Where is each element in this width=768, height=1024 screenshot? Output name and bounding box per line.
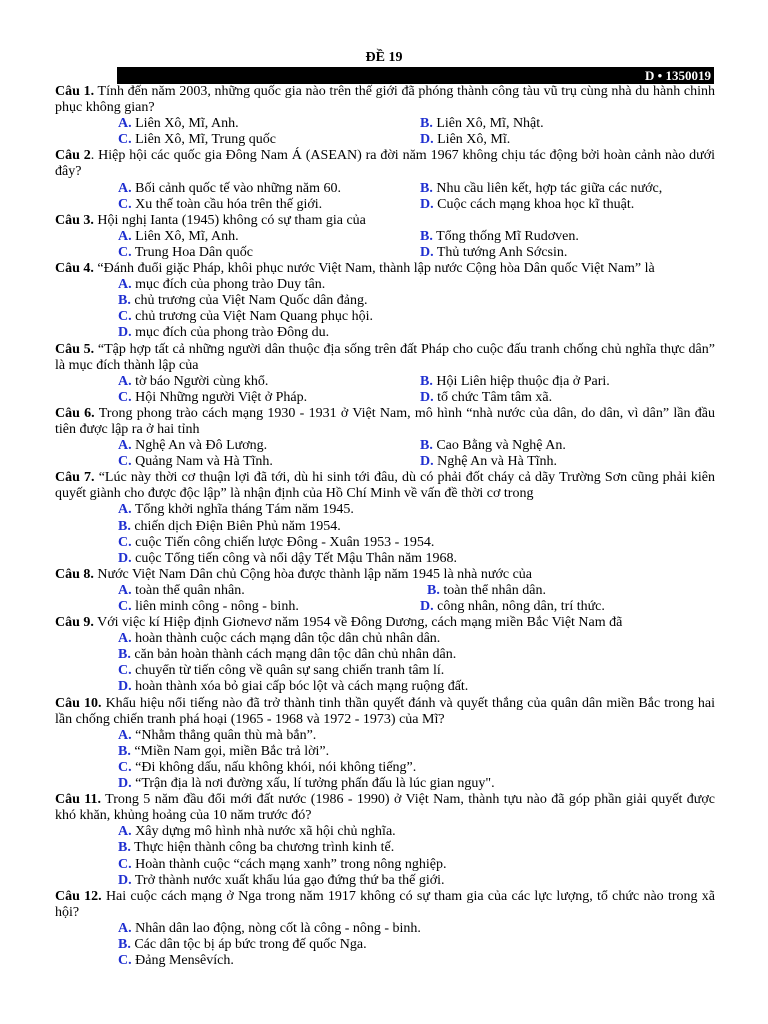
exam-code: D • 1350019 [645,68,711,83]
option-letter: D. [420,454,434,470]
option-d[interactable] [420,132,715,148]
option-c[interactable] [55,390,420,406]
question-number: Câu 7. [55,470,95,486]
option-c[interactable] [55,197,420,213]
option-text: công nhân, nông dân, trí thức. [433,599,605,614]
option-letter: B. [118,293,131,309]
option-text: Hội Liên hiệp thuộc địa ở Pari. [432,373,610,389]
option-letter: D. [118,679,132,695]
option-letter: B. [427,582,440,598]
option-letter: A. [118,727,132,743]
option-letter: C. [118,534,132,550]
question-4 [55,261,715,277]
option-b[interactable] [55,744,715,760]
question-number: Câu 12. [55,888,102,904]
option-row [55,132,715,148]
option-text: Hội Những người Việt ở Pháp. [131,389,308,405]
option-b[interactable] [420,438,715,454]
option-letter: A. [118,631,132,647]
question-number: Câu 3. [55,212,94,228]
option-letter: C. [118,196,132,212]
question-text: Tính đến năm 2003, những quốc gia nào trên thế giới đã phóng thành công tàu vũ trụ cùng nhà du hành chinh phục không gian? [55,84,715,116]
option-letter: A. [118,373,132,389]
option-letter: A. [118,582,132,598]
option-row [55,583,715,599]
option-text: hoàn thành cuộc cách mạng dân tộc dân chủ nhân dân. [131,631,441,647]
option-text: Liên Xô, Mĩ, Nhật. [432,116,544,132]
question-7 [55,470,715,502]
option-letter: C. [118,663,132,679]
option-letter: D. [420,196,434,212]
question-text: “Đánh đuổi giặc Pháp, khôi phục nước Việt Nam, thành lập nước Cộng hòa Dân quốc Việt Nam” là [93,261,655,277]
option-letter: D. [118,872,132,888]
option-d[interactable] [55,776,715,792]
exam-code-bar [117,67,714,84]
option-c[interactable] [55,953,715,969]
option-letter: A. [118,180,132,196]
question-number: Câu 6. [55,405,95,421]
option-b[interactable] [55,647,715,663]
option-letter: B. [420,373,433,389]
option-letter: B. [118,743,131,759]
option-b[interactable] [420,116,715,132]
option-text: Xu thế toàn cầu hóa trên thế giới. [131,196,323,212]
option-text: “Đi không dấu, nấu không khói, nói không tiếng”. [131,759,417,775]
option-letter: A. [118,824,132,840]
option-b[interactable] [55,937,715,953]
option-letter: C. [118,454,132,470]
option-b[interactable] [420,374,715,390]
question-number: Câu 11. [55,792,102,808]
question-text: Hội nghị Ianta (1945) không có sự tham gia của [93,212,366,228]
option-a[interactable] [55,181,420,197]
option-letter: A. [118,920,132,936]
option-row [55,438,715,454]
option-letter: B. [420,438,433,454]
option-d[interactable] [420,454,715,470]
option-text: liên minh công - nông - binh. [131,599,299,614]
question-text: “Lúc này thời cơ thuận lợi đã tới, dù hi sinh tới đâu, dù có phải đốt cháy cả dãy Trường Sơn cũng phải kiên quyết giành cho được độc lập” là nhận định của Hồ Chí Minh về vấn đề thời cơ trong [55,470,715,502]
option-text: tổ chức Tâm tâm xã. [433,389,553,405]
option-text: mục đích của phong trào Duy tân. [131,277,326,293]
option-c[interactable] [55,663,715,679]
option-letter: B. [420,228,433,244]
question-list [55,84,715,969]
option-a[interactable] [55,728,715,744]
question-5 [55,342,715,374]
question-3 [55,213,715,229]
question-text: Hai cuộc cách mạng ở Nga trong năm 1917 không có sự tham gia của các lực lượng, tổ chức nào trong xã hội? [55,888,715,920]
question-number: Câu 4. [55,261,94,277]
option-letter: C. [118,759,132,775]
question-text: Với việc kí Hiệp định Giơnevơ năm 1954 về Đông Dương, cách mạng miền Bắc Việt Nam đã [93,615,623,631]
option-text: Cao Bằng và Nghệ An. [432,438,566,454]
question-text: Trong 5 năm đầu đổi mới đất nước (1986 - 1990) ở Việt Nam, thành tựu nào đã góp phần giải quyết được khó khăn, khủng hoảng của 10 năm trước đó? [55,792,715,824]
option-letter: B. [118,840,131,856]
option-letter: C. [118,953,132,969]
option-text: Bối cảnh quốc tế vào những năm 60. [131,180,342,196]
option-b[interactable] [420,583,715,599]
option-d[interactable] [55,325,715,341]
option-text: Hoàn thành cuộc “cách mạng xanh” trong nông nghiệp. [131,856,447,872]
option-b[interactable] [55,293,715,309]
option-a[interactable] [55,438,420,454]
option-text: chủ trương của Việt Nam Quang phục hội. [131,309,373,325]
option-text: Thủ tướng Anh Sớcsin. [433,244,568,260]
option-text: Liên Xô, Mĩ, Trung quốc [131,132,276,148]
option-row [55,197,715,213]
option-d[interactable] [55,873,715,889]
option-letter: C. [118,309,132,325]
option-letter: B. [118,647,131,663]
option-text: “Miền Nam gọi, miền Bắc trả lời”. [130,743,330,759]
question-number: Câu 2 [55,148,91,164]
question-9 [55,615,715,631]
option-text: toàn thể quân nhân. [131,582,245,598]
option-letter: C. [118,389,132,405]
option-text: tờ báo Người cùng khổ. [131,373,269,389]
option-text: Nghệ An và Đô Lương. [131,438,268,454]
question-12 [55,889,715,921]
question-8 [55,567,715,583]
option-row [55,229,715,245]
question-text: Trong phong trào cách mạng 1930 - 1931 ở Việt Nam, mô hình “nhà nước của dân, do dân, vì dân” lần đầu tiên được lập ra ở hai tỉnh [55,405,715,437]
option-d[interactable] [55,551,715,567]
option-letter: D. [420,244,434,260]
option-letter: A. [118,116,132,132]
option-a[interactable] [55,116,420,132]
option-text: Liên Xô, Mĩ. [433,132,511,148]
option-text: Xây dựng mô hình nhà nước xã hội chủ nghĩa. [131,824,396,840]
option-text: toàn thể nhân dân. [439,582,546,598]
option-letter: D. [420,389,434,405]
option-text: mục đích của phong trào Đông du. [131,325,330,341]
option-b[interactable] [420,229,715,245]
question-text: “Tập hợp tất cả những người dân thuộc địa sống trên đất Pháp cho cuộc đấu tranh chống chủ nghĩa thực dân” là mục đích thành lập của [55,341,715,373]
option-c[interactable] [55,857,715,873]
option-text: “Nhằm thẳng quân thù mà bắn”. [131,727,317,743]
option-row [55,245,715,261]
option-row [55,374,715,390]
option-c[interactable] [55,599,420,615]
option-letter: D. [118,550,132,566]
question-2 [55,148,715,180]
question-1 [55,84,715,116]
option-text: chiến dịch Điện Biên Phủ năm 1954. [130,518,341,534]
option-b[interactable] [420,181,715,197]
option-text: cuộc Tiến công chiến lược Đông - Xuân 1953 - 1954. [131,534,435,550]
option-letter: C. [118,856,132,872]
option-c[interactable] [55,535,715,551]
option-text: chủ trương của Việt Nam Quốc dân đảng. [130,293,368,309]
option-c[interactable] [55,454,420,470]
option-text: Thực hiện thành công ba chương trình kinh tế. [130,840,395,856]
question-number: Câu 1. [55,84,95,99]
option-letter: B. [420,116,433,132]
option-row [55,116,715,132]
option-a[interactable] [55,229,420,245]
option-text: Các dân tộc bị áp bức trong đế quốc Nga. [130,936,367,952]
option-d[interactable] [55,679,715,695]
option-a[interactable] [55,631,715,647]
option-a[interactable] [55,502,715,518]
option-c[interactable] [55,132,420,148]
option-text: Nghệ An và Hà Tĩnh. [433,454,558,470]
option-text: Liên Xô, Mĩ, Anh. [131,228,239,244]
option-letter: B. [118,936,131,952]
option-letter: C. [118,244,132,260]
option-text: Quảng Nam và Hà Tĩnh. [131,454,273,470]
question-number: Câu 10. [55,695,102,711]
option-letter: A. [118,277,132,293]
option-text: Cuộc cách mạng khoa học kĩ thuật. [433,196,635,212]
option-row [55,390,715,406]
option-letter: A. [118,502,132,518]
option-text: Đảng Mensêvích. [131,953,234,969]
option-a[interactable] [55,824,715,840]
option-c[interactable] [55,309,715,325]
option-d[interactable] [420,599,715,615]
option-text: Liên Xô, Mĩ, Anh. [131,116,239,132]
question-number: Câu 5. [55,341,95,357]
question-11 [55,792,715,824]
option-a[interactable] [55,374,420,390]
option-letter: B. [118,518,131,534]
option-text: cuộc Tổng tiến công và nổi dậy Tết Mậu Thân năm 1968. [131,550,458,566]
option-d[interactable] [420,390,715,406]
option-text: Trở thành nước xuất khẩu lúa gạo đứng thứ ba thế giới. [131,872,445,888]
option-letter: C. [118,132,132,148]
question-text: Khẩu hiệu nổi tiếng nào đã trở thành tinh thần quyết đánh và quyết thắng của quân dân miền Bắc trong hai lần chống chiến tranh phá hoại (1965 - 1968 và 1972 - 1973) của Mĩ? [55,695,715,727]
question-10 [55,696,715,728]
option-letter: D. [420,132,434,148]
option-letter: C. [118,599,132,614]
option-letter: D. [420,599,434,614]
option-d[interactable] [420,197,715,213]
option-c[interactable] [55,245,420,261]
option-text: Nhân dân lao động, nòng cốt là công - nông - binh. [131,920,421,936]
option-text: Tổng thống Mĩ Rudơven. [432,228,579,244]
option-row [55,599,715,615]
exam-title: ĐỀ 19 [365,50,403,65]
question-number: Câu 9. [55,615,94,631]
option-letter: B. [420,180,433,196]
question-number: Câu 8. [55,566,94,582]
option-d[interactable] [420,245,715,261]
option-text: căn bản hoàn thành cách mạng dân tộc dân chủ nhân dân. [130,647,457,663]
question-6 [55,406,715,438]
question-text: . Hiệp hội các quốc gia Đông Nam Á (ASEAN) ra đời năm 1967 không chịu tác động bởi hoàn cảnh nào dưới đây? [55,148,715,180]
option-letter: D. [118,325,132,341]
option-letter: D. [118,776,132,792]
option-b[interactable] [55,519,715,535]
option-a[interactable] [55,921,715,937]
option-text: “Trận địa là nơi đường xấu, lí tưởng phấn đấu là lúc gian nguy". [131,776,495,792]
option-text: chuyển từ tiến công về quân sự sang chiến tranh tâm lí. [131,663,445,679]
option-a[interactable] [55,583,420,599]
question-text: Nước Việt Nam Dân chủ Cộng hòa được thành lập năm 1945 là nhà nước của [93,566,533,582]
option-text: hoàn thành xóa bỏ giai cấp bóc lột và cách mạng ruộng đất. [131,679,469,695]
option-row [55,454,715,470]
option-letter: A. [118,228,132,244]
option-c[interactable] [55,760,715,776]
option-text: Tổng khởi nghĩa tháng Tám năm 1945. [131,502,354,518]
option-b[interactable] [55,840,715,856]
option-row [55,181,715,197]
option-text: Nhu cầu liên kết, hợp tác giữa các nước, [432,180,663,196]
option-letter: A. [118,438,132,454]
option-text: Trung Hoa Dân quốc [131,244,253,260]
option-a[interactable] [55,277,715,293]
